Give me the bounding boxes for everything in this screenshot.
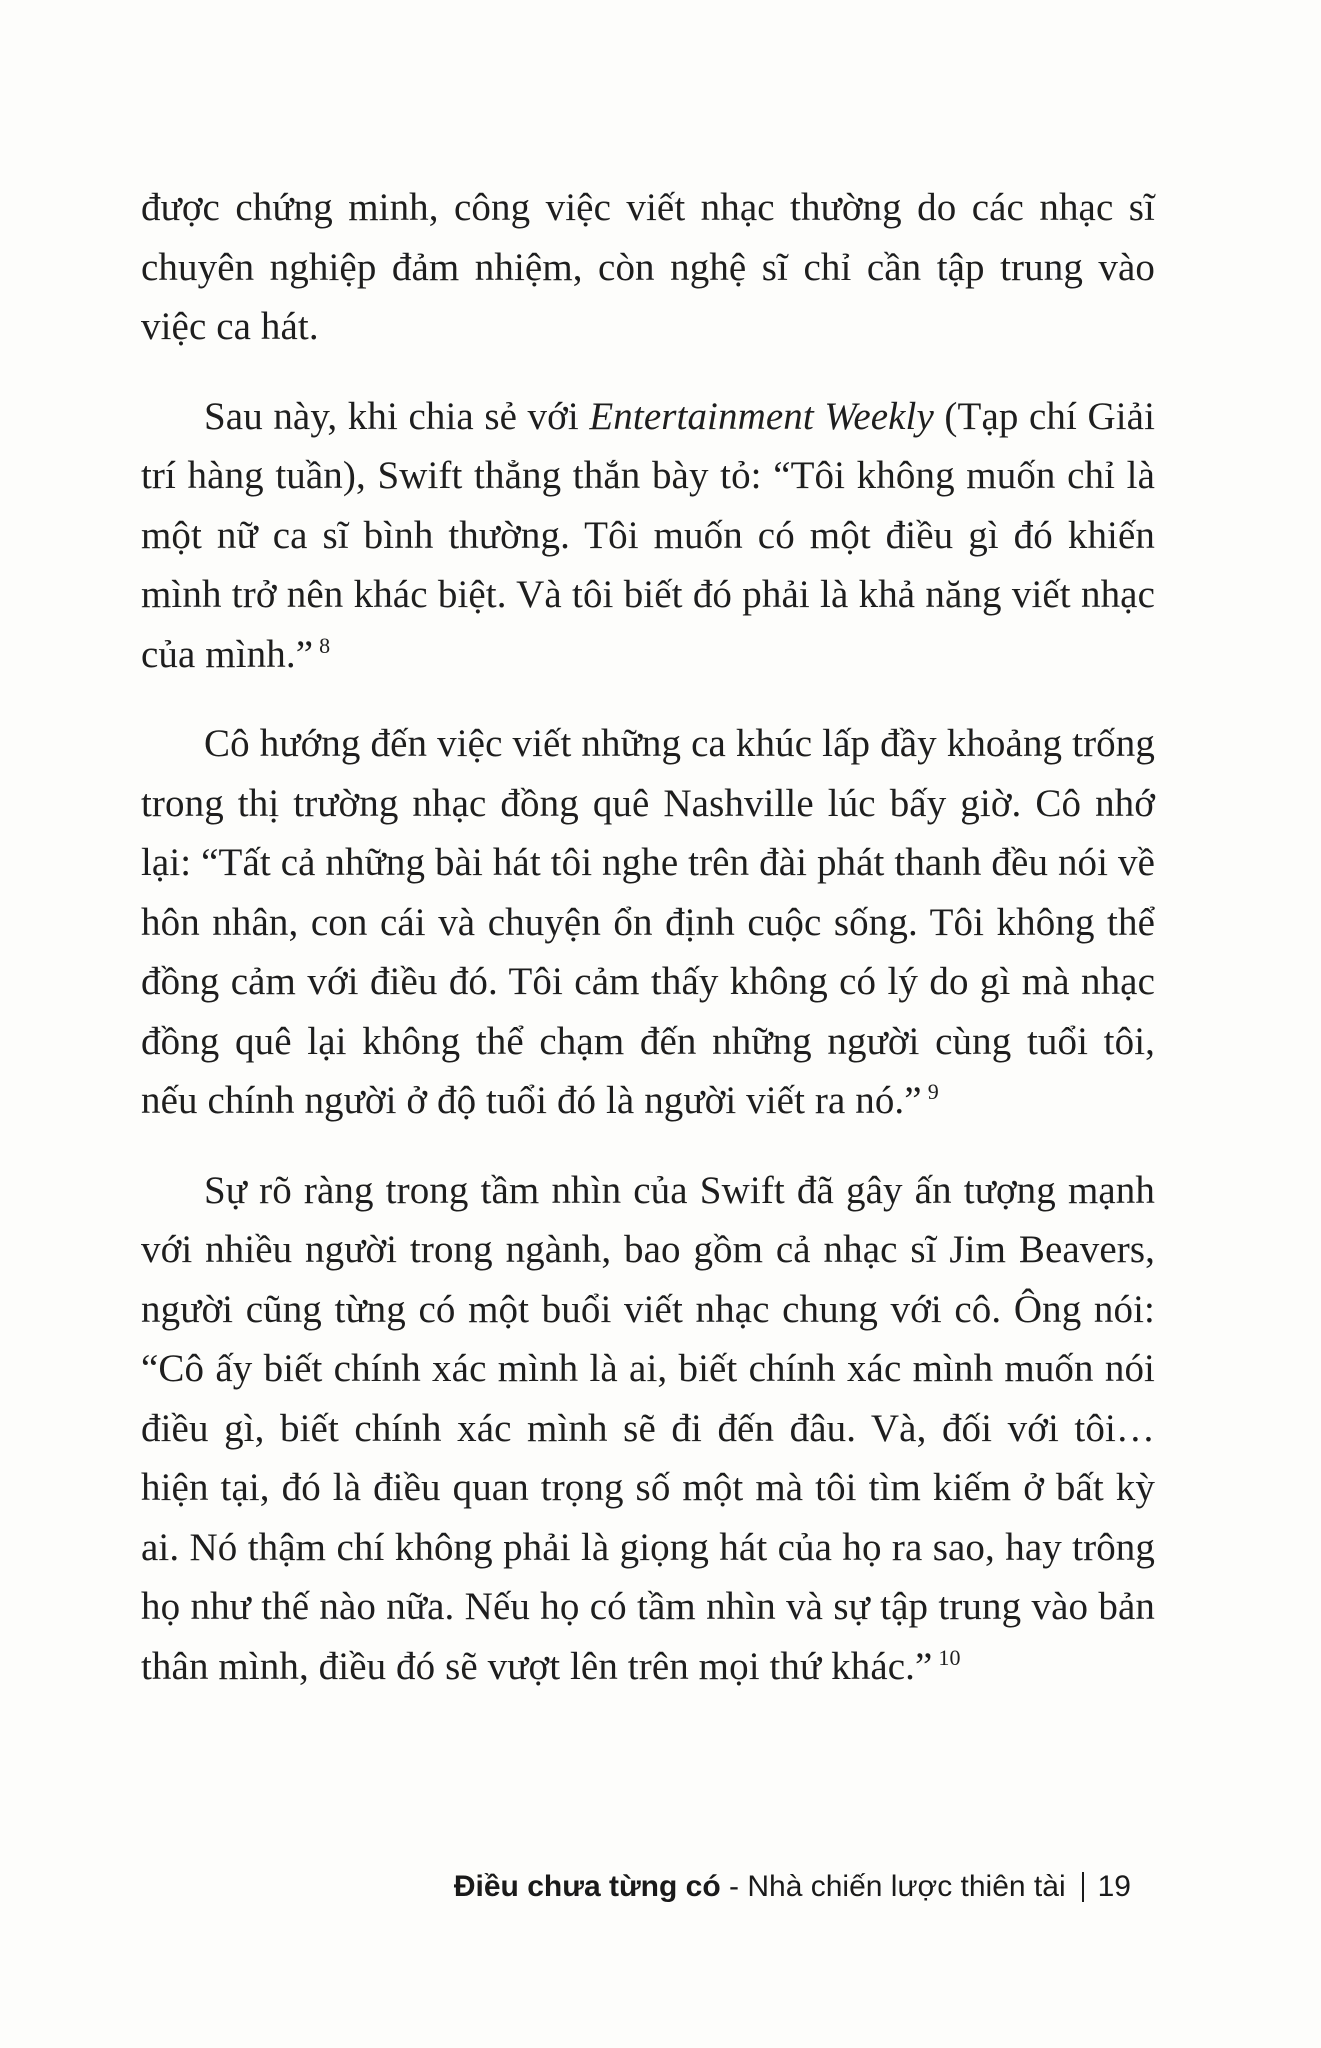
footer-chapter-title: Nhà chiến lược thiên tài — [747, 1870, 1066, 1903]
footer-divider — [1082, 1872, 1084, 1902]
footer-separator: - — [720, 1870, 748, 1903]
paragraph-text: Cô hướng đến việc viết những ca khúc lấp đầy khoảng trống trong thị trường nhạc đồng quê Nashville lúc bấy giờ. Cô nhớ lại: “Tất cả những bài hát tôi nghe trên đài phát thanh đều nói về hôn nhân, con cái và chuyện ổn định cuộc sống. Tôi không thể đồng cảm với điều đó. Tôi cảm thấy không có lý do gì mà nhạc đồng quê lại không thể chạm đến những người cùng tuổi tôi, nếu chính người ở độ tuổi đó là người viết ra nó.” — [141, 722, 1155, 1122]
paragraph-text-before: Sau này, khi chia sẻ với — [204, 394, 590, 438]
paragraph-text: được chứng minh, công việc viết nhạc thường do các nhạc sĩ chuyên nghiệp đảm nhiệm, còn nghệ sĩ chỉ cần tập trung vào việc ca hát. — [141, 186, 1155, 348]
running-footer — [454, 1870, 1131, 1904]
paragraph-nashville — [141, 714, 1155, 1131]
magazine-title: Entertainment Weekly — [589, 394, 934, 438]
paragraph-text-after: (Tạp chí Giải trí hàng tuần), Swift thẳng thắn bày tỏ: “Tôi không muốn chỉ là một nữ ca sĩ bình thường. Tôi muốn có một điều gì đó khiến mình trở nên khác biệt. Và tôi biết đó phải là khả năng viết nhạc của mình.” — [141, 394, 1156, 676]
paragraph-swift-quote — [141, 387, 1155, 685]
footer-book-title: Điều chưa từng có — [453, 1870, 721, 1903]
paragraph-text: Sự rõ ràng trong tầm nhìn của Swift đã gây ấn tượng mạnh với nhiều người trong ngành, bao gồm cả nhạc sĩ Jim Beavers, người cũng từng có một buổi viết nhạc chung với cô. Ông nói: “Cô ấy biết chính xác mình là ai, biết chính xác mình muốn nói điều gì, biết chính xác mình sẽ đi đến đâu. Và, đối với tôi… hiện tại, đó là điều quan trọng số một mà tôi tìm kiếm ở bất kỳ ai. Nó thậm chí không phải là giọng hát của họ ra sao, hay trông họ như thế nào nữa. Nếu họ có tầm nhìn và sự tập trung vào bản thân mình, điều đó sẽ vượt lên trên mọi thứ khác.” — [141, 1168, 1155, 1688]
paragraph-continued — [141, 178, 1155, 357]
page-number: 19 — [1097, 1870, 1131, 1903]
footnote-ref: 10 — [938, 1644, 961, 1670]
footnote-ref: 8 — [319, 632, 331, 658]
footnote-ref: 9 — [927, 1079, 939, 1104]
body-text — [141, 178, 1155, 1726]
paragraph-jim-beavers — [141, 1161, 1155, 1697]
